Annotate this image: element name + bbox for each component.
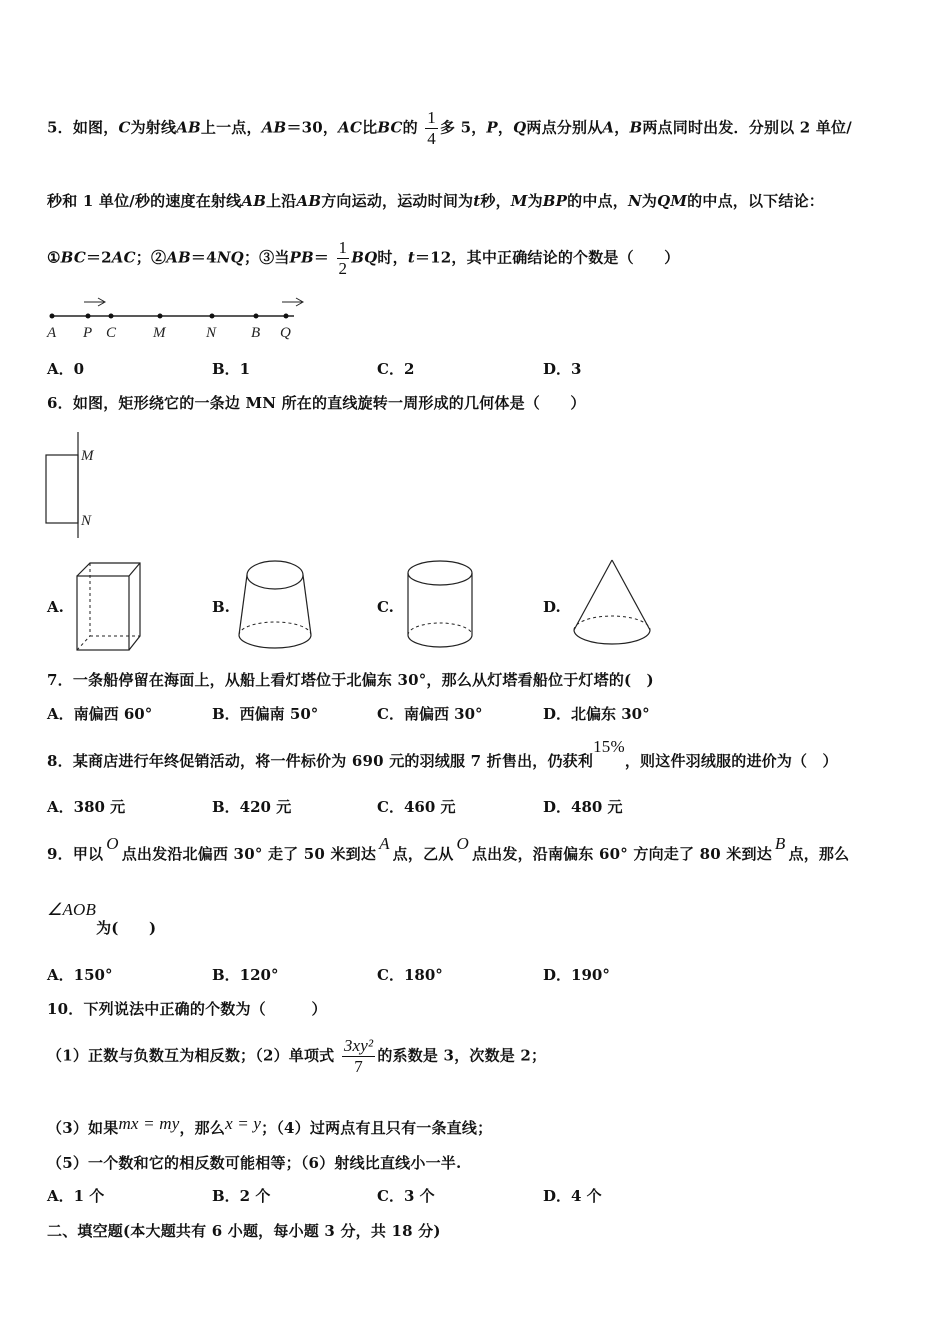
label-b: B (251, 325, 261, 341)
cuboid-edge (129, 563, 140, 576)
q8-option-d[interactable]: D．480 元 (543, 798, 623, 816)
q5-var: BQ (351, 248, 378, 267)
q9-option-b[interactable]: B．120° (212, 966, 279, 984)
fraction-numerator: 1 (427, 108, 436, 127)
q5-text: 两点分别从 (526, 118, 603, 137)
q10-option-a[interactable]: A．1 个 (47, 1187, 105, 1205)
q5-text: ， (614, 118, 630, 137)
q5-fraction-half (337, 238, 350, 279)
frustum-side (239, 575, 247, 635)
fraction-denominator: 2 (338, 259, 348, 278)
q8-option-c[interactable]: C．460 元 (377, 798, 456, 816)
frustum-bottom (239, 635, 311, 648)
q5-text: 方向运动，运动时间为 (321, 192, 474, 210)
q5-var: BC (60, 248, 86, 267)
q6-option-a[interactable]: A. (47, 598, 64, 616)
q10-statement-3: （5）一个数和它的相反数可能相等；（6）射线比直线小一半. (47, 1154, 462, 1172)
q6-rectangle-figure (40, 430, 120, 540)
q5-var: Q (513, 118, 527, 137)
cone-side (612, 560, 650, 630)
q10-option-b[interactable]: B．2 个 (212, 1187, 271, 1205)
q5-text: 上一点， (200, 118, 262, 137)
q6-cylinder-figure[interactable] (402, 555, 482, 655)
q6-cuboid-figure[interactable] (70, 558, 150, 653)
q10-option-c[interactable]: C．3 个 (377, 1187, 435, 1205)
q5-text: 比 (362, 118, 378, 137)
q7-stem: 7．一条船停留在海面上，从船上看灯塔位于北偏东 30°，那么从灯塔看船位于灯塔的( ) (47, 671, 654, 689)
q5-text: 多 5， (439, 118, 487, 137)
fraction-denominator: 4 (427, 129, 436, 148)
label-n: N (81, 513, 92, 529)
q5-option-a[interactable]: A．0 (47, 360, 85, 378)
q8-percent: 15% (593, 737, 625, 756)
q5-var: C (118, 118, 131, 137)
fraction-numerator: 3xy² (343, 1036, 374, 1055)
q5-var: AC (111, 248, 136, 267)
q10-fraction (342, 1036, 376, 1077)
label-n: N (206, 325, 217, 341)
q5-text: 为 (641, 192, 658, 210)
q5-var: AC (338, 118, 363, 137)
q5-var: BP (542, 192, 568, 210)
q9-text: 为( ) (96, 919, 157, 937)
q10-text: （1）正数与负数互为相反数；（2）单项式 (47, 1046, 335, 1065)
q5-var: NQ (216, 248, 244, 267)
q9-text: 点，那么 (788, 845, 850, 863)
q5-var: AB (176, 118, 201, 137)
q10-stem: 10．下列说法中正确的个数为（ ） (47, 1000, 327, 1018)
q5-text: ＝12，其中正确结论的个数是（ ） (414, 248, 680, 267)
q5-var: N (627, 192, 642, 210)
q8-option-a[interactable]: A．380 元 (47, 798, 126, 816)
q9-option-c[interactable]: C．180° (377, 966, 443, 984)
q10-statement-2 (47, 1114, 493, 1138)
fraction-numerator: 1 (338, 238, 348, 257)
q5-text: 的 (402, 118, 418, 137)
q5-line-figure (44, 293, 314, 343)
q10-equation: mx = my (118, 1114, 180, 1133)
q9-var: O (456, 834, 469, 853)
q5-line1 (47, 108, 852, 149)
q6-option-b[interactable]: B. (212, 598, 230, 616)
q9-text: 9．甲以 (47, 845, 104, 863)
q5-var: M (510, 192, 528, 210)
q5-text: ＝30， (286, 118, 339, 137)
point-n (210, 314, 215, 319)
q7-option-c[interactable]: C．南偏西 30° (377, 705, 483, 723)
q9-stem (47, 834, 850, 864)
q5-var: PB (289, 248, 314, 267)
q5-text: ＝2 (85, 248, 112, 267)
q6-option-c[interactable]: C. (377, 598, 394, 616)
q5-text: 为 (527, 192, 543, 210)
label-c: C (106, 325, 117, 341)
q5-text: ；③当 (243, 248, 290, 267)
label-m: M (153, 325, 166, 341)
cylinder-bottom (408, 635, 472, 647)
label-q: Q (280, 325, 291, 341)
q10-text: 的系数是 3，次数是 2； (377, 1046, 547, 1065)
q7-option-a[interactable]: A．南偏西 60° (47, 705, 153, 723)
q5-text: 秒， (480, 192, 511, 210)
q5-var: P (486, 118, 498, 137)
cone-base (574, 630, 650, 644)
q7-option-b[interactable]: B．西偏南 50° (212, 705, 319, 723)
q10-option-d[interactable]: D．4 个 (543, 1187, 602, 1205)
q5-text: ① (47, 248, 61, 267)
point-m (158, 314, 163, 319)
q5-option-c[interactable]: C．2 (377, 360, 415, 378)
q9-option-d[interactable]: D．190° (543, 966, 610, 984)
q10-text: ；（4）过两点有且只有一条直线； (261, 1119, 493, 1137)
q10-text: ，那么 (179, 1119, 226, 1137)
q7-option-d[interactable]: D．北偏东 30° (543, 705, 650, 723)
q5-line3 (47, 238, 679, 279)
q5-option-d[interactable]: D．3 (543, 360, 582, 378)
q5-text: 上沿 (266, 192, 297, 210)
q5-var: AB (166, 248, 191, 267)
q9-text: 点出发沿北偏西 30° 走了 50 米到达 (121, 845, 377, 863)
point-p (86, 314, 91, 319)
cylinder-bottom-hidden (408, 623, 472, 635)
cone-base-hidden (574, 616, 650, 630)
q5-var: t (407, 248, 415, 267)
q5-option-b[interactable]: B．1 (212, 360, 251, 378)
q5-text: ＝4 (190, 248, 217, 267)
q8-text: ，则这件羽绒服的进价为（ ） (624, 752, 838, 770)
q9-text: 点出发，沿南偏东 60° 方向走了 80 米到达 (471, 845, 772, 863)
q10-text: （3）如果 (47, 1119, 119, 1137)
q5-fraction (425, 108, 438, 149)
q8-stem (47, 737, 838, 771)
point-b (254, 314, 259, 319)
q9-var: B (774, 834, 786, 853)
q9-var: O (106, 834, 119, 853)
q10-equation: x = y (225, 1114, 262, 1133)
q5-var: AB (241, 192, 267, 210)
point-a (50, 314, 55, 319)
q5-var: AB (261, 118, 287, 137)
q5-text: 的中点， (567, 192, 628, 210)
q5-text: 两点同时出发．分别以 2 单位/ (642, 118, 852, 137)
q5-text: 5．如图， (47, 118, 119, 137)
label-a: A (47, 325, 57, 341)
q5-var: B (629, 118, 643, 137)
q5-text: 时， (377, 248, 408, 267)
q5-text: ， (497, 118, 514, 137)
frustum-top (247, 561, 303, 589)
q5-var: t (473, 192, 481, 210)
q5-var: QM (657, 192, 688, 210)
q6-option-d[interactable]: D. (543, 598, 561, 616)
q5-text: ；② (135, 248, 167, 267)
q5-text: 为射线 (130, 118, 177, 137)
cone-side (574, 560, 612, 630)
q9-option-a[interactable]: A．150° (47, 966, 113, 984)
point-q (284, 314, 289, 319)
point-c (109, 314, 114, 319)
q9-stem-2 (47, 900, 157, 937)
section-heading: 二、填空题(本大题共有 6 小题，每小题 3 分，共 18 分) (47, 1222, 441, 1240)
cuboid-hidden-edge (77, 636, 90, 650)
q5-line2 (47, 190, 824, 211)
label-m: M (81, 448, 94, 464)
q8-option-b[interactable]: B．420 元 (212, 798, 292, 816)
q9-angle: ∠AOB (47, 900, 97, 919)
frustum-side (303, 575, 311, 635)
fraction-denominator: 7 (342, 1056, 376, 1077)
q6-stem: 6．如图，矩形绕它的一条边 MN 所在的直线旋转一周形成的几何体是（ ） (47, 394, 586, 412)
q5-text: 秒和 1 单位/秒的速度在射线 (47, 192, 242, 210)
q6-frustum-figure[interactable] (235, 555, 315, 655)
rectangle (46, 455, 78, 523)
q5-text: 的中点，以下结论： (687, 192, 824, 210)
q8-text: 8．某商店进行年终促销活动，将一件标价为 690 元的羽绒服 7 折售出，仍获利 (47, 752, 594, 770)
q5-text: ＝ (313, 248, 330, 267)
q6-cone-figure[interactable] (570, 555, 660, 655)
q5-var: A (602, 118, 615, 137)
q5-var: BC (377, 118, 403, 137)
cuboid-front (77, 576, 129, 650)
cylinder-top (408, 561, 472, 585)
q5-var: AB (296, 192, 322, 210)
label-p: P (83, 325, 93, 341)
q9-text: 点，乙从 (392, 845, 454, 863)
frustum-bottom-hidden (239, 622, 311, 635)
q10-statement-1 (47, 1036, 546, 1077)
q9-var: A (379, 834, 390, 853)
